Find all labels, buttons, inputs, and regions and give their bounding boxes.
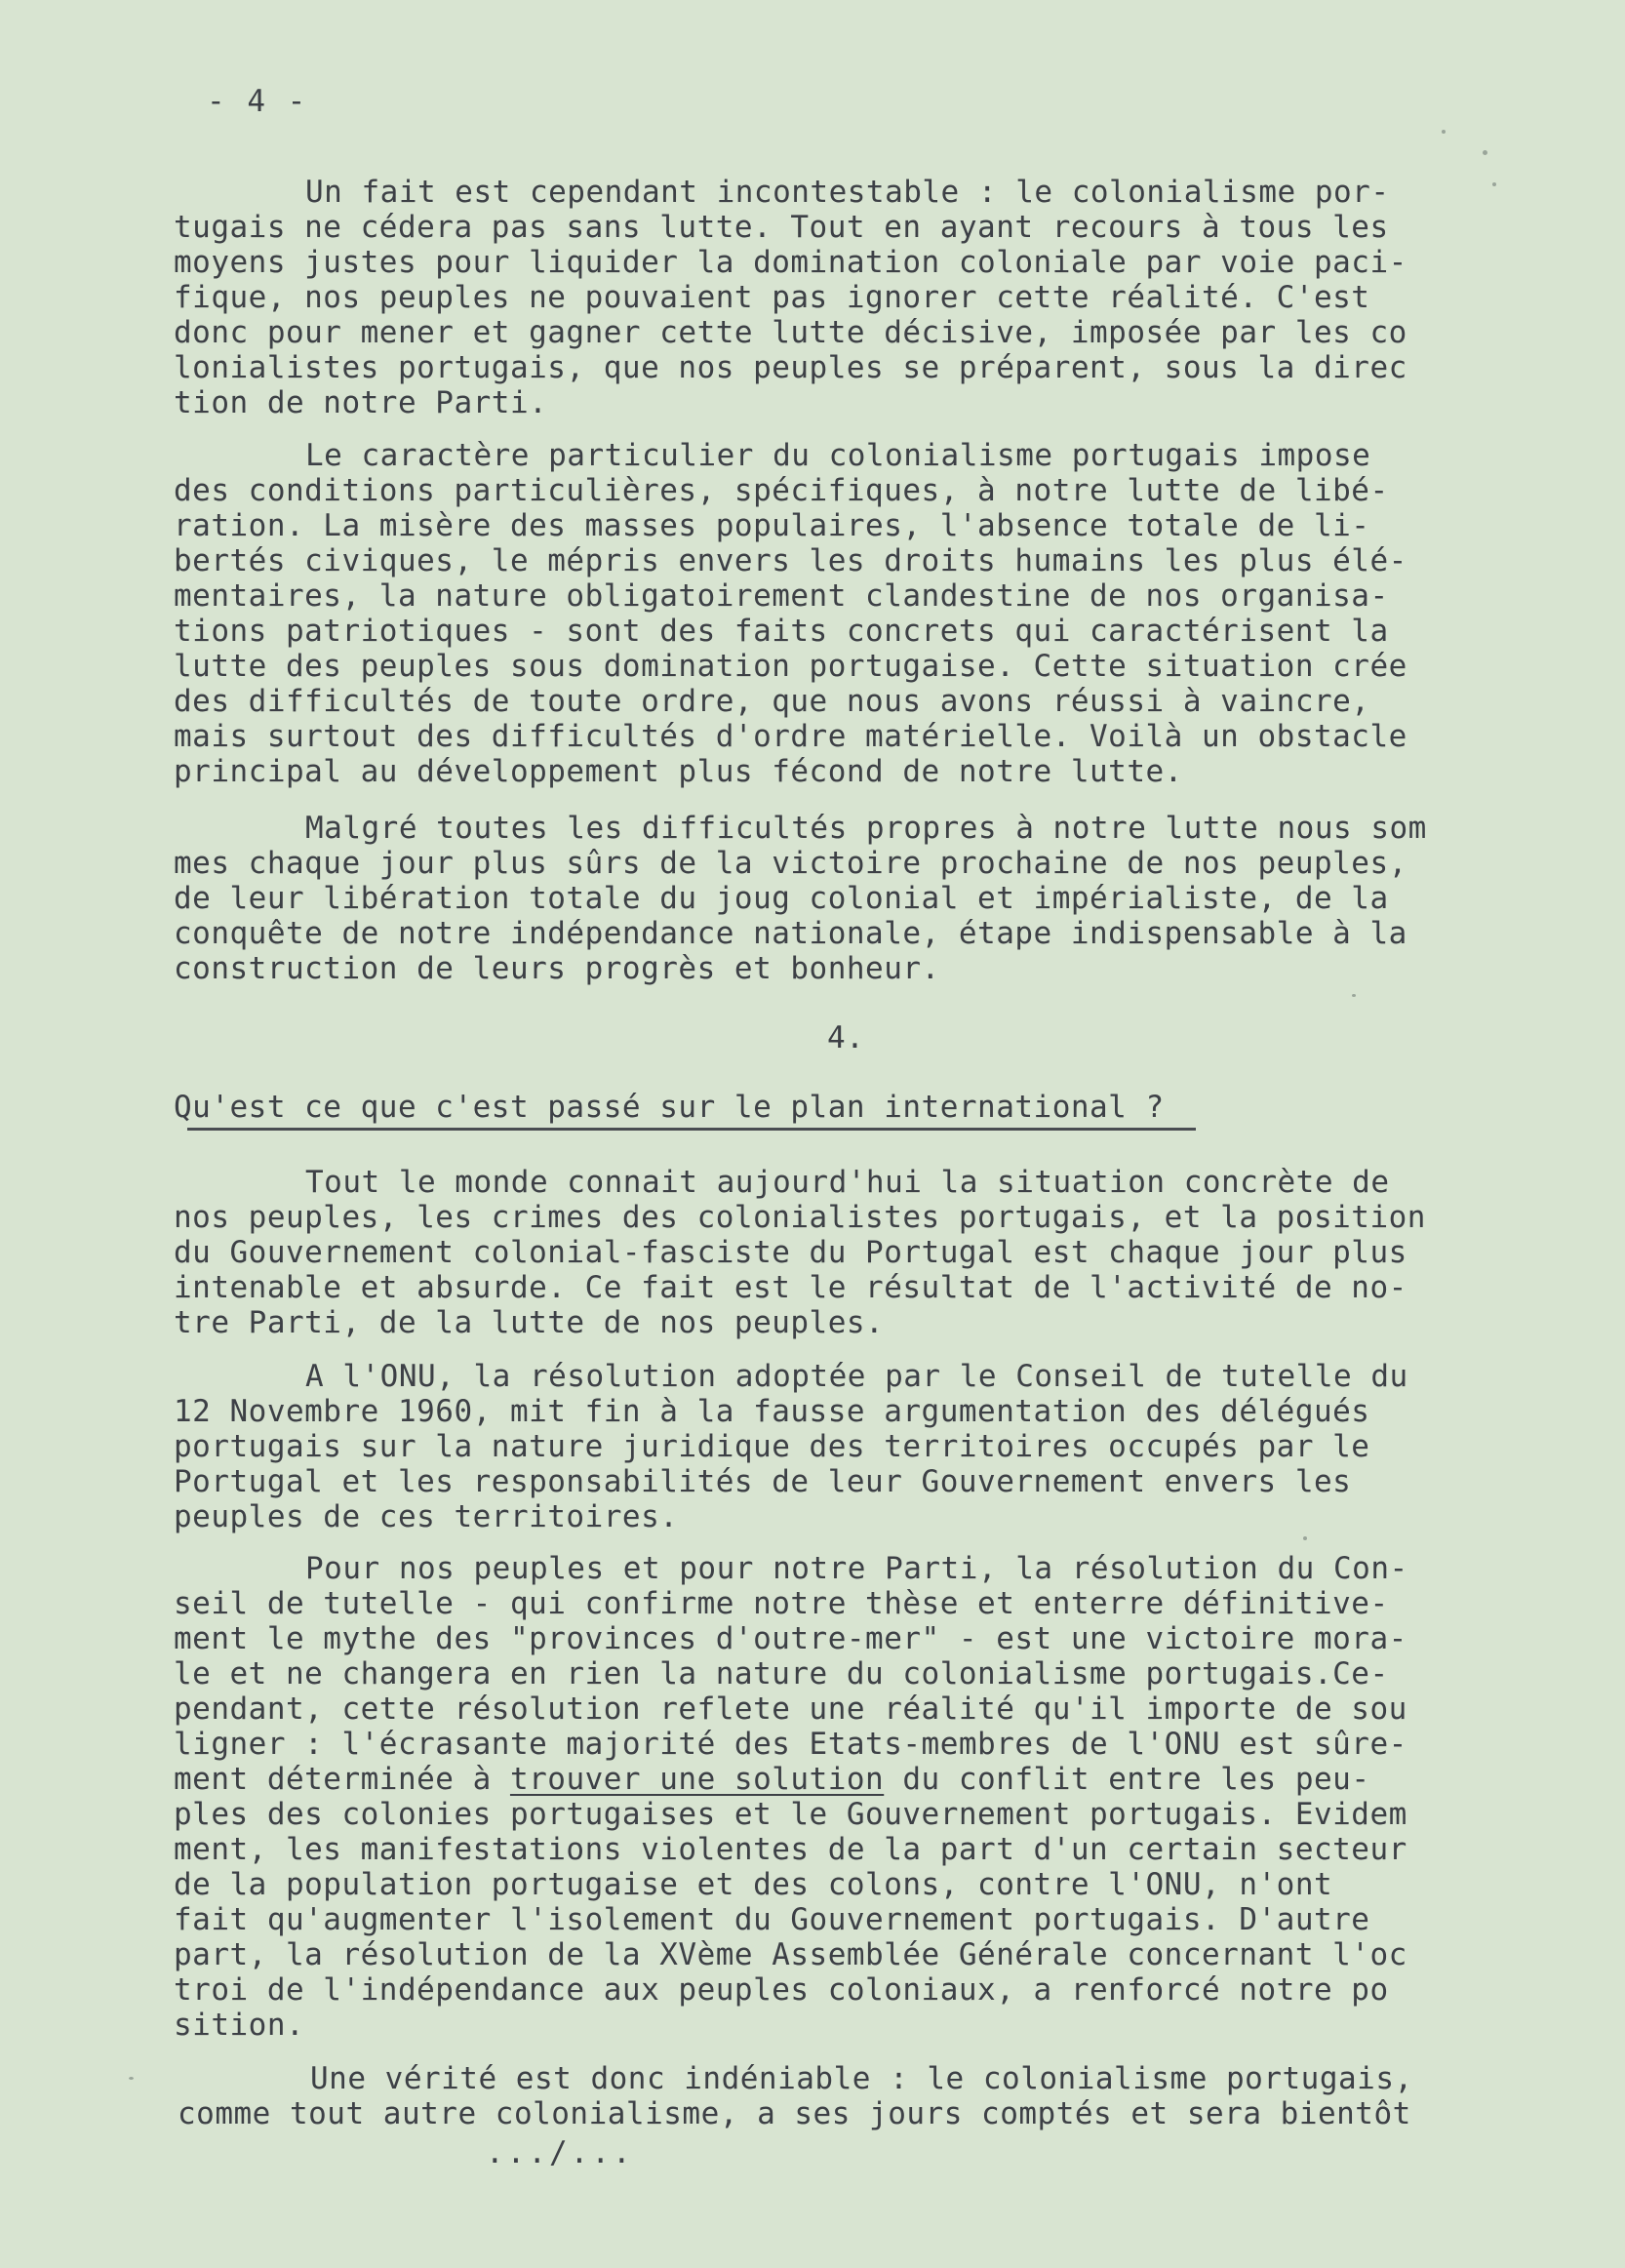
paragraph-line: tre Parti, de la lutte de nos peuples.: [174, 1305, 885, 1340]
paragraph-line: tion de notre Parti.: [174, 385, 548, 420]
paragraph-line: construction de leurs progrès et bonheur.: [174, 951, 940, 986]
paragraph-line: fait qu'augmenter l'isolement du Gouvernement portugais. D'autre: [174, 1902, 1370, 1937]
paragraph-line: A l'ONU, la résolution adoptée par le Conseil de tutelle du: [305, 1359, 1408, 1394]
paragraph-line: tions patriotiques - sont des faits concrets qui caractérisent la: [174, 614, 1389, 649]
paragraph-line: de leur libération totale du joug colonial et impérialiste, de la: [174, 881, 1389, 916]
paragraph-line: donc pour mener et gagner cette lutte décisive, imposée par les co: [174, 315, 1407, 350]
paragraph-line: lutte des peuples sous domination portugaise. Cette situation crée: [174, 649, 1407, 684]
paragraph-line: de la population portugaise et des colons, contre l'ONU, n'ont: [174, 1867, 1333, 1902]
paragraph-line: ples des colonies portugaises et le Gouvernement portugais. Evidem: [174, 1797, 1407, 1832]
paragraph-line: fique, nos peuples ne pouvaient pas ignorer cette réalité. C'est: [174, 280, 1370, 315]
paragraph-line: mentaires, la nature obligatoirement clandestine de nos organisa-: [174, 578, 1389, 614]
paragraph-line: ment, les manifestations violentes de la part d'un certain secteur: [174, 1832, 1407, 1867]
paper-speck: [1483, 150, 1487, 155]
paragraph-line: comme tout autre colonialisme, a ses jours comptés et sera bientôt: [178, 2096, 1411, 2131]
paragraph-line: pendant, cette résolution reflete une réalité qu'il importe de sou: [174, 1691, 1407, 1727]
paragraph-line: ligner : l'écrasante majorité des Etats-membres de l'ONU est sûre-: [174, 1727, 1407, 1762]
paragraph-line: part, la résolution de la XVème Assemblée Générale concernant l'oc: [174, 1937, 1407, 1972]
paragraph-line: des difficultés de toute ordre, que nous avons réussi à vaincre,: [174, 684, 1370, 719]
line-start: ment déterminée à: [174, 1762, 510, 1797]
section-number: 4.: [827, 1020, 865, 1055]
paragraph-line: intenable et absurde. Ce fait est le résultat de l'activité de no-: [174, 1270, 1407, 1305]
paragraph-line: Un fait est cependant incontestable : le colonialisme por-: [305, 175, 1390, 210]
paragraph-line: conquête de notre indépendance nationale, étape indispensable à la: [174, 916, 1407, 951]
continuation-mark: .../...: [486, 2135, 634, 2170]
paragraph-line: le et ne changera en rien la nature du colonialisme portugais.Ce-: [174, 1656, 1389, 1691]
paragraph-line: lonialistes portugais, que nos peuples se préparent, sous la direc: [174, 350, 1407, 385]
paragraph-line: Tout le monde connait aujourd'hui la situation concrète de: [305, 1165, 1390, 1200]
paragraph-line: tugais ne cédera pas sans lutte. Tout en ayant recours à tous les: [174, 210, 1389, 245]
paragraph-line: principal au développement plus fécond de notre lutte.: [174, 754, 1183, 789]
paragraph-line: mes chaque jour plus sûrs de la victoire prochaine de nos peuples,: [174, 846, 1407, 881]
paper-speck: [129, 2077, 134, 2080]
paper-speck: [1492, 182, 1496, 186]
paragraph-line: Le caractère particulier du colonialisme portugais impose: [305, 438, 1371, 473]
paragraph-line: seil de tutelle - qui confirme notre thèse et enterre définitive-: [174, 1586, 1389, 1621]
page-number: - 4 -: [207, 84, 308, 119]
paragraph-line: Portugal et les responsabilités de leur Gouvernement envers les: [174, 1464, 1352, 1499]
underlined-phrase: trouver une solution: [509, 1762, 885, 1797]
paragraph-line: des conditions particulières, spécifiques, à notre lutte de libé-: [174, 473, 1389, 508]
paragraph-line: portugais sur la nature juridique des territoires occupés par le: [174, 1429, 1370, 1464]
paper-speck: [1352, 994, 1356, 997]
paragraph-line: troi de l'indépendance aux peuples coloniaux, a renforcé notre po: [174, 1972, 1389, 2008]
paragraph-line: peuples de ces territoires.: [174, 1499, 679, 1534]
paragraph-line: Une vérité est donc indéniable : le colonialisme portugais,: [310, 2061, 1413, 2096]
paper-speck: [1303, 1536, 1307, 1540]
paragraph-line: moyens justes pour liquider la domination coloniale par voie paci-: [174, 245, 1407, 280]
paragraph-line: mais surtout des difficultés d'ordre matérielle. Voilà un obstacle: [174, 719, 1407, 754]
paragraph-line: ration. La misère des masses populaires, l'absence totale de li-: [174, 508, 1370, 543]
paragraph-line-with-underline: [174, 1762, 1370, 1797]
paragraph-line: 12 Novembre 1960, mit fin à la fausse argumentation des délégués: [174, 1394, 1370, 1429]
paragraph-line: Pour nos peuples et pour notre Parti, la résolution du Con-: [305, 1551, 1408, 1586]
paragraph-line: nos peuples, les crimes des colonialistes portugais, et la position: [174, 1200, 1426, 1235]
paragraph-line: ment le mythe des "provinces d'outre-mer" - est une victoire mora-: [174, 1621, 1407, 1656]
paper-speck: [1442, 130, 1446, 134]
paragraph-line: du Gouvernement colonial-fasciste du Portugal est chaque jour plus: [174, 1235, 1407, 1270]
heading-underline: [187, 1128, 1196, 1131]
paragraph-line: Malgré toutes les difficultés propres à notre lutte nous som: [305, 811, 1427, 846]
line-end: du conflit entre les peu-: [884, 1762, 1370, 1797]
paragraph-line: bertés civiques, le mépris envers les droits humains les plus élé-: [174, 543, 1407, 578]
section-heading: Qu'est ce que c'est passé sur le plan international ?: [174, 1090, 1165, 1125]
paragraph-line: sition.: [174, 2008, 305, 2043]
